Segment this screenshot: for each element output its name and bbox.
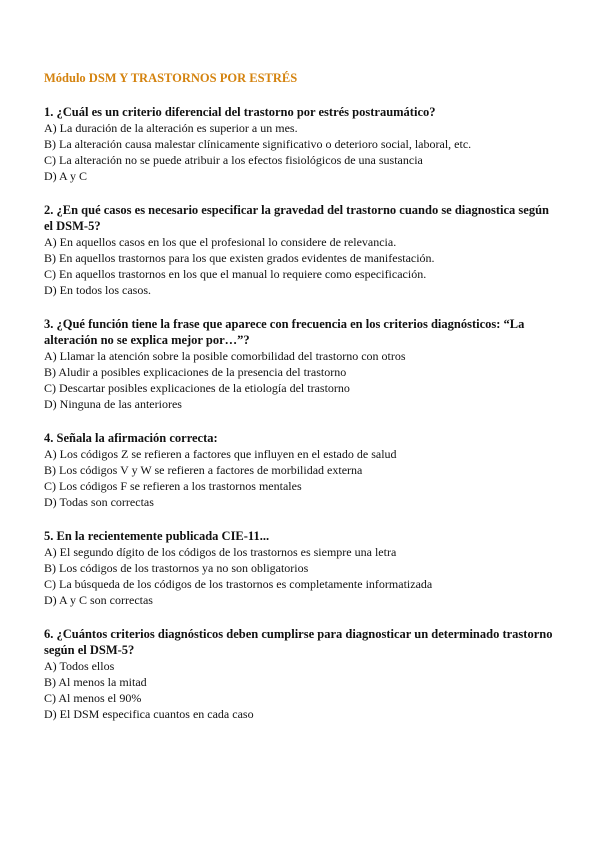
option-list: [44, 234, 560, 298]
option-a: A) En aquellos casos en los que el profesional lo considere de relevancia.: [44, 235, 397, 249]
option-d: D) En todos los casos.: [44, 283, 151, 297]
question-text: 4. Señala la afirmación correcta:: [44, 431, 218, 445]
option-c: C) La alteración no se puede atribuir a los efectos fisiológicos de una sustancia: [44, 153, 423, 167]
option-d: D) Ninguna de las anteriores: [44, 397, 182, 411]
question-text: 3. ¿Qué función tiene la frase que aparece con frecuencia en los criterios diagnósticos: “La alteración no se explica mejor por…”?: [44, 317, 525, 347]
option-b: B) Aludir a posibles explicaciones de la presencia del trastorno: [44, 365, 347, 379]
option-list: [44, 348, 560, 412]
question-2: [44, 202, 560, 298]
option-list: [44, 658, 560, 722]
option-c: C) Los códigos F se refieren a los trastornos mentales: [44, 479, 302, 493]
question-text: 6. ¿Cuántos criterios diagnósticos deben cumplirse para diagnosticar un determinado trastorno según el DSM-5?: [44, 627, 553, 657]
option-d: D) A y C: [44, 169, 88, 183]
option-list: [44, 446, 560, 510]
option-d: D) El DSM especifica cuantos en cada caso: [44, 707, 254, 721]
module-title: Módulo DSM Y TRASTORNOS POR ESTRÉS: [44, 71, 298, 85]
question-4: [44, 430, 560, 510]
option-a: A) Llamar la atención sobre la posible comorbilidad del trastorno con otros: [44, 349, 406, 363]
option-list: [44, 120, 560, 184]
option-a: A) La duración de la alteración es superior a un mes.: [44, 121, 298, 135]
question-text: 2. ¿En qué casos es necesario especificar la gravedad del trastorno cuando se diagnostica según el DSM-5?: [44, 203, 549, 233]
question-1: [44, 104, 560, 184]
question-text: 1. ¿Cuál es un criterio diferencial del trastorno por estrés postraumático?: [44, 105, 436, 119]
option-d: D) Todas son correctas: [44, 495, 154, 509]
option-a: A) Todos ellos: [44, 659, 115, 673]
option-c: C) La búsqueda de los códigos de los trastornos es completamente informatizada: [44, 577, 433, 591]
option-c: C) En aquellos trastornos en los que el manual lo requiere como especificación.: [44, 267, 427, 281]
question-3: [44, 316, 560, 412]
option-list: [44, 544, 560, 608]
option-b: B) En aquellos trastornos para los que existen grados evidentes de manifestación.: [44, 251, 435, 265]
question-text: 5. En la recientemente publicada CIE-11...: [44, 529, 270, 543]
option-a: A) El segundo dígito de los códigos de los trastornos es siempre una letra: [44, 545, 397, 559]
option-d: D) A y C son correctas: [44, 593, 153, 607]
question-6: [44, 626, 560, 722]
question-5: [44, 528, 560, 608]
option-b: B) Los códigos V y W se refieren a factores de morbilidad externa: [44, 463, 363, 477]
option-b: B) Al menos la mitad: [44, 675, 147, 689]
option-c: C) Descartar posibles explicaciones de la etiología del trastorno: [44, 381, 350, 395]
option-a: A) Los códigos Z se refieren a factores que influyen en el estado de salud: [44, 447, 397, 461]
option-b: B) Los códigos de los trastornos ya no son obligatorios: [44, 561, 309, 575]
option-b: B) La alteración causa malestar clínicamente significativo o deterioro social, laboral, etc.: [44, 137, 472, 151]
option-c: C) Al menos el 90%: [44, 691, 142, 705]
